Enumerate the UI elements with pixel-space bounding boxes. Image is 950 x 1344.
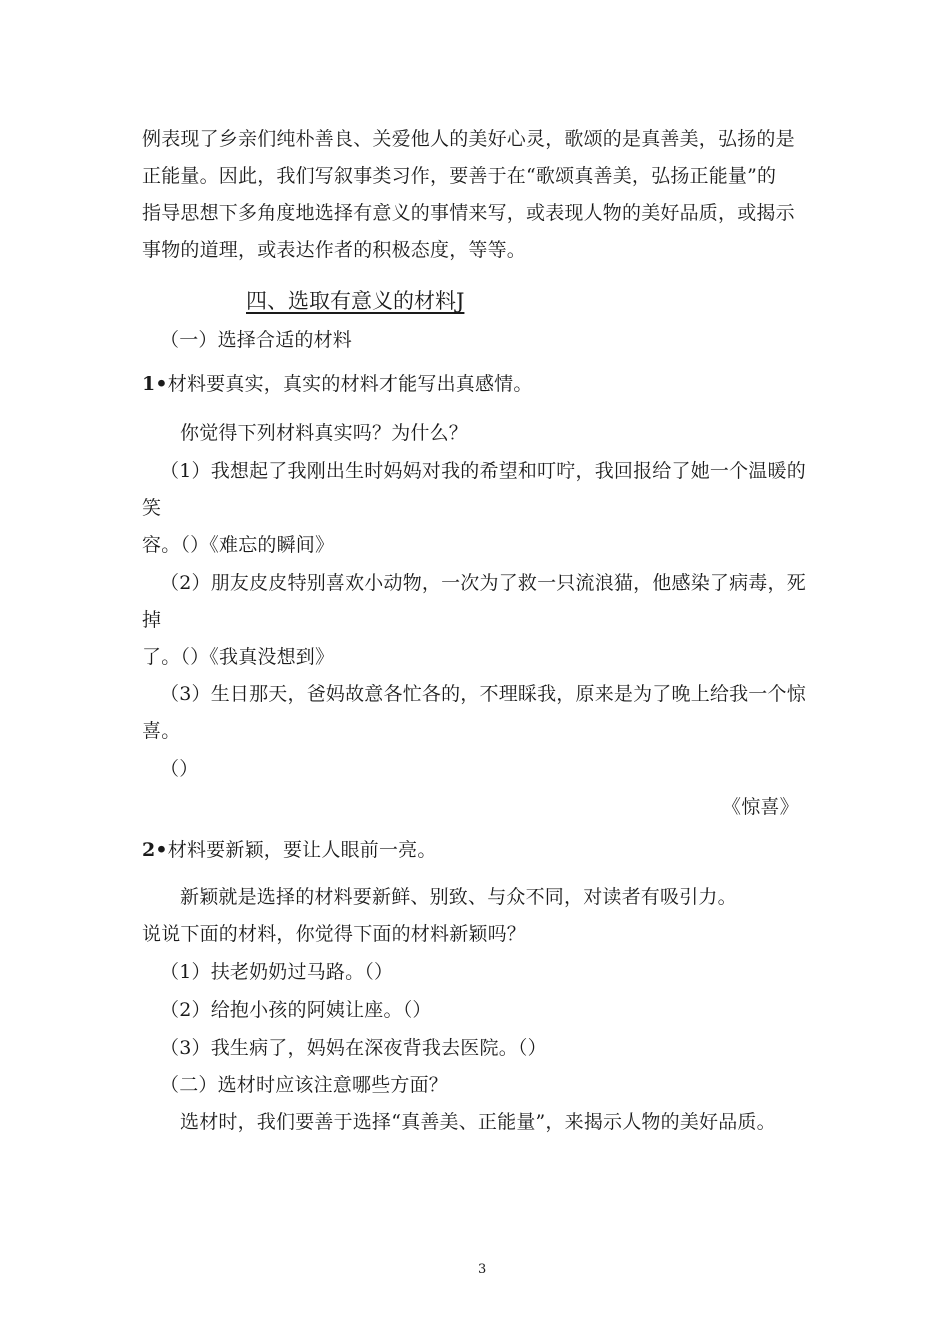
point-1	[142, 372, 533, 396]
section-heading: 四、选取有意义的材料J	[246, 289, 465, 313]
point-2-number: 2•	[142, 839, 168, 861]
intro-line-2: 正能量。因此，我们写叙事类习作，要善于在“歌颂真善美，弘扬正能量”的	[142, 165, 777, 187]
novel-item-2: （2）给抱小孩的阿姨让座。（）	[160, 999, 432, 1021]
item-3-line-3: （）	[160, 758, 199, 780]
item-3-line-2: 喜。	[142, 720, 181, 742]
point-1-text: 材料要真实，真实的材料才能写出真感情。	[167, 373, 533, 395]
novel-item-1: （1）扶老奶奶过马路。（）	[160, 961, 394, 983]
subsection-title-2: （二）选材时应该注意哪些方面？	[160, 1074, 449, 1096]
point-2	[142, 838, 437, 862]
question-text: 你觉得下列材料真实吗？为什么？	[180, 422, 469, 444]
intro-line-3: 指导思想下多角度地选择有意义的事情来写，或表现人物的美好品质，或揭示	[142, 202, 795, 224]
novel-question: 说说下面的材料，你觉得下面的材料新颖吗？	[142, 923, 527, 945]
page-number: 3	[478, 1262, 487, 1277]
point-1-number: 1•	[142, 373, 168, 395]
item-1-line-3: 容。（）《难忘的瞬间》	[142, 534, 335, 556]
subsection-2-text: 选材时，我们要善于选择“真善美、正能量”，来揭示人物的美好品质。	[180, 1111, 776, 1133]
item-3-title: 《惊喜》	[722, 796, 799, 818]
item-3-line-1: （3）生日那天，爸妈故意各忙各的，不理睬我，原来是为了晚上给我一个惊	[160, 683, 806, 705]
intro-line-4: 事物的道理，或表达作者的积极态度，等等。	[142, 239, 527, 261]
item-2-line-1: （2）朋友皮皮特别喜欢小动物，一次为了救一只流浪猫，他感染了病毒，死	[160, 572, 806, 594]
novel-definition: 新颖就是选择的材料要新鲜、别致、与众不同，对读者有吸引力。	[180, 886, 737, 908]
subsection-title-1: （一）选择合适的材料	[160, 329, 353, 351]
item-2-line-3: 了。（）《我真没想到》	[142, 646, 335, 668]
intro-line-1: 例表现了乡亲们纯朴善良、关爱他人的美好心灵，歌颂的是真善美，弘扬的是	[142, 128, 795, 150]
item-1-line-1: （1）我想起了我刚出生时妈妈对我的希望和叮咛，我回报给了她一个温暖的	[160, 460, 806, 482]
novel-item-3: （3）我生病了，妈妈在深夜背我去医院。（）	[160, 1037, 547, 1059]
item-2-line-2: 掉	[142, 609, 162, 631]
item-1-line-2: 笑	[142, 497, 162, 519]
point-2-text: 材料要新颖，要让人眼前一亮。	[167, 839, 437, 861]
